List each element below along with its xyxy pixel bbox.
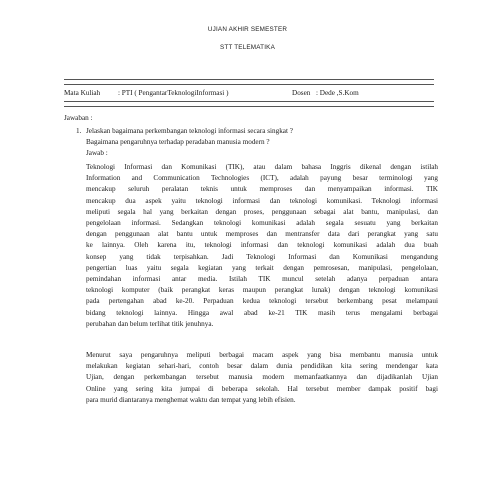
answer-paragraph-2 xyxy=(86,350,438,406)
paragraph-line: ke lainnya. Oleh karena itu, teknologi informasi dan teknologi komunikasi adalah dua buah xyxy=(86,241,438,250)
paragraph-line: Menurut saya pengaruhnya meliputi berbagai macam aspek yang bisa membantu manusia untuk xyxy=(86,351,438,359)
paragraph-line: dengan penggunaan alat bantu untuk memproses dan mentransfer data dari perangkat yang satu xyxy=(86,230,438,239)
paragraph-line: pemindahan informasi antar media. Istilah TIK muncul setelah adanya perpaduan antara xyxy=(86,275,438,284)
paragraph-line: perubahan dan belum terlihat titik jenuhnya. xyxy=(86,319,214,328)
paragraph-line: Online yang sering kita jumpai di beberapa sekolah. Hal tersebut member dampak positif bagi xyxy=(86,384,438,393)
institution-name: STT TELEMATIKA xyxy=(220,44,275,51)
lecturer-value: : Dede ,S.Kom xyxy=(316,89,359,97)
double-rule-bottom xyxy=(64,101,434,107)
paragraph-line: mencakup seluruh peralatan teknis untuk memproses dan menyampaikan informasi. TIK xyxy=(86,185,438,194)
paragraph-line: Information and Communication Technologies (ICT), adalah payung besar terminologi yang xyxy=(86,174,438,183)
paragraph-line: Teknologi Informasi dan Komunikasi (TIK), atau dalam bahasa Inggris dikenal dengan istilah xyxy=(86,163,438,171)
question-line: Bagaimana pengaruhnya terhadap peradaban manusia modern ? xyxy=(86,138,270,147)
paragraph-line: melakukan kegiatan sehari-hari, contoh besar dalam dunia pendidikan kita sering mendengar kata xyxy=(86,362,438,371)
question-number: 1. xyxy=(76,127,82,135)
answer-paragraph-1 xyxy=(86,162,438,330)
course-label: Mata Kuliah xyxy=(64,89,101,97)
lecturer-label: Dosen xyxy=(292,89,311,97)
course-value: : PTI ( PengantarTeknologiInformasi ) xyxy=(118,89,229,97)
double-rule-top xyxy=(64,79,434,85)
paragraph-line: para murid diantaranya menghemat waktu dan tempat yang lebih efisien. xyxy=(86,395,296,404)
paragraph-line: teknologi komputer (baik perangkat keras maupun perangkat lunak) dengan teknologi komunikasi xyxy=(86,286,438,295)
paragraph-line: pengertian luas yaitu segala kegiatan yang terkait dengan pemrosesan, manipulasi, pengelolaan, xyxy=(86,263,438,272)
paragraph-line: Ujian, dengan perkembangan tersebut manusia modern memanfaatkannya dan dijadikanlah Ujian xyxy=(86,373,438,382)
paragraph-line: konsep yang tidak terpisahkan. Jadi Teknologi Informasi dan Komunikasi mengandung xyxy=(86,252,438,261)
paragraph-line: pengelolaan informasi. Sedangkan teknologi komunikasi adalah segala sesuatu yang berkaitan xyxy=(86,219,438,228)
exam-title: UJIAN AKHIR SEMESTER xyxy=(207,26,288,33)
answers-heading: Jawaban : xyxy=(64,114,93,122)
paragraph-line: pada pertengahan abad ke-20. Perpaduan kedua teknologi tersebut berkembang pesat melampaui xyxy=(86,297,438,306)
paragraph-line: mencakup dua aspek yaitu teknologi informasi dan teknologi komunikasi. Teknologi informasi xyxy=(86,196,438,205)
answer-label: Jawab : xyxy=(86,149,108,158)
question-block xyxy=(86,126,438,160)
paragraph-line: meliputi segala hal yang berkaitan dengan proses, penggunaan sebagai alat bantu, manipulasi, dan xyxy=(86,207,438,216)
paragraph-line: bidang teknologi lainnya. Hingga awal abad ke-21 TIK masih terus mengalami berbagai xyxy=(86,308,438,317)
question-line: Jelaskan bagaimana perkembangan teknologi informasi secara singkat ? xyxy=(86,127,293,135)
